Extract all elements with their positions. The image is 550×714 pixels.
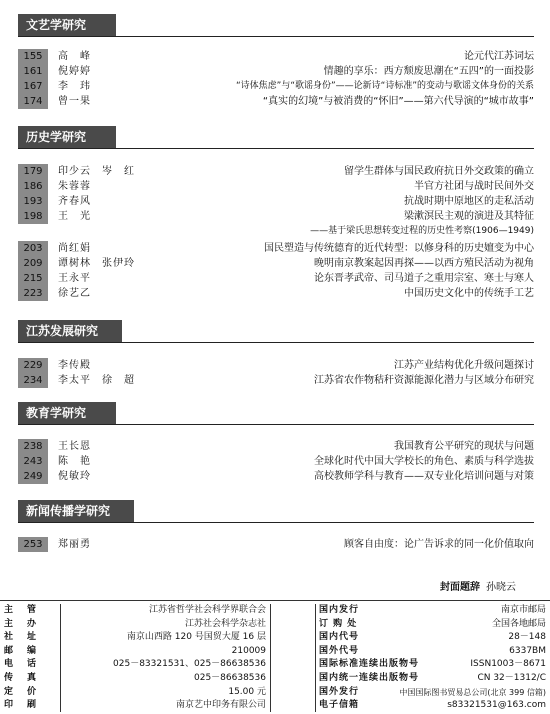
toc-entry[interactable] [18, 79, 534, 94]
imprint-label: 国内代号 [319, 632, 360, 643]
imprint-row [315, 686, 550, 700]
page-number: 167 [18, 79, 48, 94]
toc-entry[interactable] [18, 209, 534, 224]
author: 李传殿 [58, 360, 91, 371]
toc-entry[interactable] [18, 49, 534, 64]
article-title: 半官方社团与战时民间外交 [414, 181, 534, 192]
toc-entry[interactable] [18, 373, 534, 388]
imprint-value: 6337BM [509, 645, 546, 656]
article-title: 顾客自由度：论广告诉求的同一化价值取向 [344, 539, 534, 550]
author: 王 光 [58, 211, 91, 222]
page-number: 193 [18, 194, 48, 209]
article-subtitle: ——基于梁氏思想转变过程的历史性考察(1906—1949) [310, 226, 534, 236]
author: 曾一果 [58, 96, 91, 107]
imprint-row [315, 618, 550, 632]
imprint-label: 国际标准连续出版物号 [319, 659, 420, 670]
imprint-label: 传真 [4, 672, 51, 683]
toc-entry[interactable] [18, 469, 534, 484]
imprint-label: 国内统一连续出版物号 [319, 672, 420, 683]
author: 李 玮 [58, 81, 91, 92]
imprint-row [0, 631, 270, 645]
imprint-value: CN 32－1312/C [477, 672, 546, 683]
section-literature [18, 49, 534, 109]
toc-entry[interactable] [18, 454, 534, 469]
toc-entry[interactable] [18, 537, 534, 552]
imprint-top-rule [0, 600, 550, 601]
imprint-divider [270, 604, 271, 712]
imprint-left [0, 604, 270, 713]
article-title: 留学生群体与国民政府抗日外交政策的确立 [344, 166, 534, 177]
imprint-label: 主办 [4, 618, 51, 629]
imprint-value: 南京市邮局 [500, 605, 546, 615]
imprint-value: 江苏社会科学杂志社 [184, 618, 266, 629]
imprint-row [315, 658, 550, 672]
article-title: 中国历史文化中的传统手工艺 [404, 288, 534, 299]
toc-entry[interactable] [18, 271, 534, 286]
imprint-row [315, 645, 550, 659]
article-title: 晚明南京教案起因再探——以西方殖民活动为视角 [314, 258, 534, 269]
toc-entry[interactable] [18, 358, 534, 373]
cover-credit [440, 578, 516, 593]
section-header-jiangsu: 江苏发展研究 [18, 320, 122, 342]
toc-entry[interactable] [18, 179, 534, 194]
cover-calligrapher: 孙晓云 [486, 582, 516, 593]
article-title: “真实的幻境”与被消费的“怀旧”——第六代导演的“城市故事” [262, 96, 534, 107]
page-number: 203 [18, 241, 48, 256]
imprint-row [315, 631, 550, 645]
toc-entry[interactable] [18, 94, 534, 109]
page-number: 234 [18, 373, 48, 388]
article-title: 抗战时期中原地区的走私活动 [404, 196, 534, 207]
author: 朱蓉蓉 [58, 181, 91, 192]
imprint-value: 28－148 [508, 632, 546, 643]
section-rule [18, 342, 534, 343]
page-number: 238 [18, 439, 48, 454]
toc-entry[interactable] [18, 241, 534, 256]
imprint-label: 国内发行 [319, 605, 360, 615]
section-header-education: 教育学研究 [18, 402, 116, 424]
article-title: 情趣的享乐：西方颓废思潮在“五四”的一面投影 [323, 66, 534, 77]
cover-label: 封面题辞 [440, 582, 480, 593]
page-number: 243 [18, 454, 48, 469]
imprint-label: 社址 [4, 632, 51, 643]
page-number: 229 [18, 358, 48, 373]
section-history [18, 164, 534, 301]
imprint-value: 025－83321531、025－86638536 [113, 659, 266, 670]
author: 倪敏玲 [58, 471, 91, 482]
author: 谭树林 张伊玲 [58, 258, 135, 269]
imprint-label: 印刷 [4, 700, 51, 711]
section-rule [18, 148, 534, 149]
imprint-row [315, 672, 550, 686]
page-number: 249 [18, 469, 48, 484]
imprint-label: 定价 [4, 686, 51, 697]
section-header-literature: 文艺学研究 [18, 14, 116, 36]
imprint-value: 全国各地邮局 [491, 618, 546, 629]
article-title: 我国教育公平研究的现状与问题 [394, 441, 534, 452]
imprint-label: 邮编 [4, 645, 51, 656]
page-number: 155 [18, 49, 48, 64]
author: 尚红娟 [58, 243, 91, 254]
article-title: 江苏省农作物秸秆资源能源化潜力与区域分布研究 [314, 375, 534, 386]
author: 齐春风 [58, 196, 91, 207]
imprint-label: 国外代号 [319, 645, 360, 656]
author: 陈 艳 [58, 456, 91, 467]
section-header-history: 历史学研究 [18, 126, 116, 148]
section-header-journalism: 新闻传播学研究 [18, 500, 134, 522]
page-number: 215 [18, 271, 48, 286]
imprint-row [0, 604, 270, 618]
author: 王长恩 [58, 441, 91, 452]
imprint-value: ISSN1003－8671 [470, 659, 546, 670]
article-title: “诗体焦虑”与“歌谣身份”——论新诗“诗标准”的变动与歌谣文体身份的关系 [236, 81, 534, 91]
author: 郑丽勇 [58, 539, 91, 550]
toc-entry[interactable] [18, 256, 534, 271]
page-number: 223 [18, 286, 48, 301]
imprint-value: 025－86638536 [194, 672, 266, 683]
imprint-row [0, 686, 270, 700]
page-number: 161 [18, 64, 48, 79]
imprint-value: 江苏省哲学社会科学界联合会 [148, 605, 266, 615]
author: 印少云 岑 红 [58, 166, 135, 177]
article-title: 高校教师学科与教育——双专业化培训问题与对策 [314, 471, 534, 482]
section-education [18, 439, 534, 484]
toc-entry[interactable] [18, 194, 534, 209]
imprint-label: 国外发行 [319, 686, 360, 697]
imprint-value: 南京艺中印务有限公司 [175, 700, 266, 711]
page-number: 198 [18, 209, 48, 224]
toc-entry[interactable] [18, 439, 534, 454]
imprint-value: s83321531@163.com [447, 700, 546, 711]
section-rule [18, 36, 534, 37]
toc-entry[interactable] [18, 286, 534, 301]
imprint-label: 电子信箱 [319, 700, 360, 711]
article-title: 全球化时代中国大学校长的角色、素质与科学选拔 [314, 456, 534, 467]
article-title: 论元代江苏词坛 [464, 51, 534, 62]
author: 高 峰 [58, 51, 91, 62]
imprint-row [0, 645, 270, 659]
imprint-value: 15.00 元 [228, 686, 266, 697]
imprint-row [0, 618, 270, 632]
section-jiangsu [18, 358, 534, 388]
imprint-row [0, 699, 270, 713]
toc-entry[interactable] [18, 164, 534, 179]
toc-entry[interactable] [18, 64, 534, 79]
imprint-row [0, 672, 270, 686]
author: 李太平 徐 超 [58, 375, 135, 386]
imprint-label: 电话 [4, 659, 51, 670]
imprint-label: 订 购 处 [319, 618, 358, 629]
imprint-label: 主管 [4, 605, 51, 615]
page-number: 186 [18, 179, 48, 194]
author: 徐艺乙 [58, 288, 91, 299]
section-journalism [18, 537, 534, 552]
page-number: 253 [18, 537, 48, 552]
imprint-row [0, 658, 270, 672]
page-number: 209 [18, 256, 48, 271]
page-number: 179 [18, 164, 48, 179]
imprint-row [315, 699, 550, 713]
imprint-value: 南京山西路 120 号国贸大厦 16 层 [126, 632, 266, 643]
imprint-value: 210009 [231, 645, 266, 656]
section-rule [18, 424, 534, 425]
section-rule [18, 522, 534, 523]
imprint-right [315, 604, 550, 713]
article-title: 论东晋孝武帝、司马道子之重用宗室、寒士与寒人 [314, 273, 534, 284]
author: 倪婷婷 [58, 66, 91, 77]
imprint-row [315, 604, 550, 618]
imprint-value: 中国国际图书贸易总公司(北京 399 信箱) [399, 687, 546, 697]
page-number: 174 [18, 94, 48, 109]
article-title: 国民塑造与传统德育的近代转型：以修身科的历史嬗变为中心 [264, 243, 534, 254]
article-title: 江苏产业结构优化升级问题探讨 [394, 360, 534, 371]
article-title: 梁漱溟民主观的演进及其特征 [404, 211, 534, 222]
author: 王永平 [58, 273, 91, 284]
